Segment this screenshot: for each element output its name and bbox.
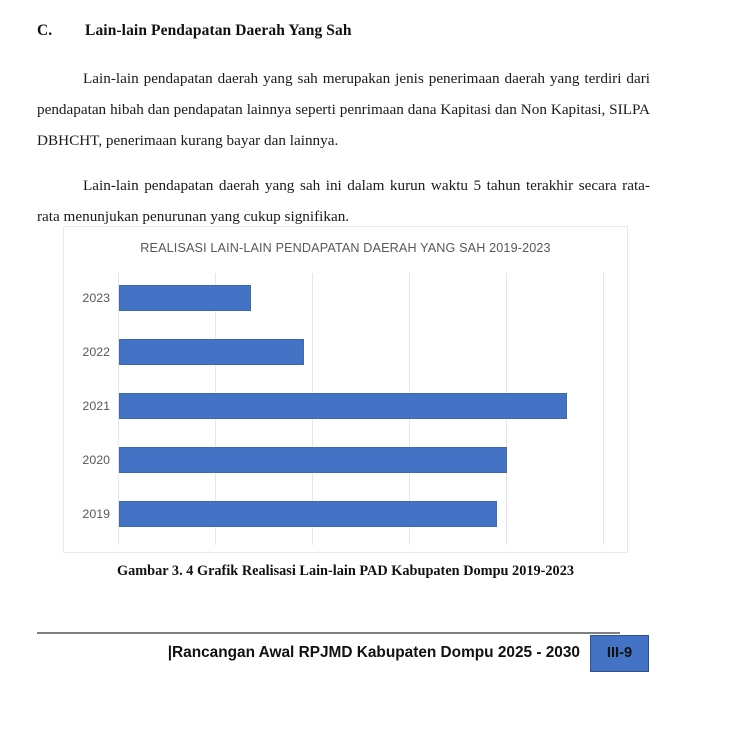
- chart-plot-area: [82, 273, 628, 545]
- paragraph-2: Lain-lain pendapatan daerah yang sah ini dalam kurun waktu 5 tahun terakhir secara rata-rata menunjukan penurunan yang cukup signifikan.: [37, 177, 650, 226]
- chart-y-tick-label: 2023: [82, 291, 110, 305]
- chart-bar-2023[interactable]: [119, 285, 251, 311]
- chart-bar-row: [82, 501, 497, 527]
- chart-bar-2020[interactable]: [119, 447, 507, 473]
- chart-bars: [82, 273, 628, 545]
- chart-bar-row: [82, 285, 251, 311]
- chart-bar-2021[interactable]: [119, 393, 567, 419]
- chart-bar-row: [82, 447, 507, 473]
- chart-y-tick-label: 2022: [82, 345, 110, 359]
- section-title: Lain-lain Pendapatan Daerah Yang Sah: [85, 22, 352, 39]
- paragraph-1: Lain-lain pendapatan daerah yang sah merupakan jenis penerimaan daerah yang terdiri dari pendapatan hibah dan pendapatan lainnya seperti penrimaan dana Kapitasi dan Non Kapitasi, SILPA DBHCHT, penerimaan kurang bayar dan lainnya.: [37, 70, 650, 150]
- chart-y-tick-label: 2020: [82, 453, 110, 467]
- chart-bar-row: [82, 339, 304, 365]
- chart-bar-row: [82, 393, 567, 419]
- page-number-badge: III-9: [590, 635, 649, 672]
- page-footer: [37, 634, 649, 672]
- section-letter: C.: [37, 22, 53, 39]
- chart-y-tick-label: 2019: [82, 507, 110, 521]
- section-heading: [37, 22, 677, 40]
- chart-title: REALISASI LAIN-LAIN PENDAPATAN DAERAH YANG SAH 2019-2023: [140, 241, 551, 255]
- chart-container: [63, 226, 628, 553]
- chart-bar-2022[interactable]: [119, 339, 304, 365]
- chart-y-tick-label: 2021: [82, 399, 110, 413]
- footer-title: |Rancangan Awal RPJMD Kabupaten Dompu 2025 - 2030: [167, 644, 580, 661]
- figure-caption: Gambar 3. 4 Grafik Realisasi Lain-lain PAD Kabupaten Dompu 2019-2023: [116, 563, 574, 579]
- chart-bar-2019[interactable]: [119, 501, 497, 527]
